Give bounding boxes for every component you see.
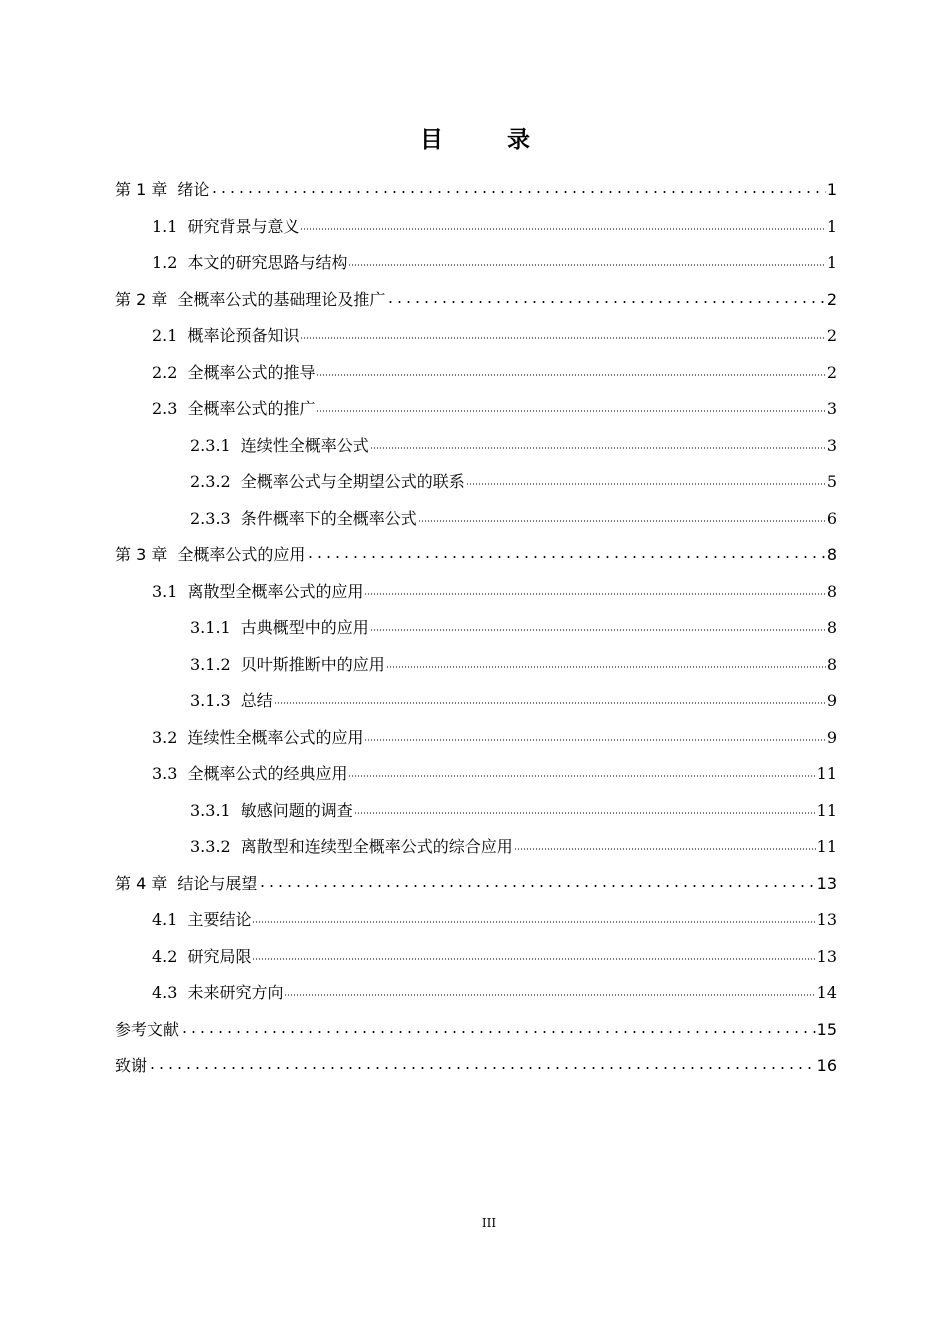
dot-leader [300,325,825,341]
toc-entry-page: 1 [826,253,837,272]
toc-entry-number: 1.1 [152,216,178,236]
toc-entry-number: 第 3 章 [115,545,168,564]
dot-leader [148,1055,816,1071]
dot-leader [514,836,816,852]
toc-entry-title: 绪论 [177,180,210,199]
toc-entry-number: 4.3 [152,983,178,1002]
toc-entry[interactable] [115,902,837,939]
toc-entry-page: 6 [826,508,837,528]
dot-leader [180,1019,816,1035]
dot-leader [370,617,826,633]
toc-entry-title: 致谢 [115,1056,148,1075]
toc-entry-page: 1 [826,180,837,199]
toc-entry[interactable] [115,428,837,465]
toc-entry[interactable] [115,282,837,319]
toc-entry-title: 未来研究方向 [187,983,284,1002]
toc-entry[interactable] [115,464,837,501]
toc-entry-number: 3.3 [152,764,178,783]
toc-entry[interactable] [115,391,837,428]
toc-entry-title: 全概率公式的经典应用 [187,764,348,783]
toc-entry-number: 2.3.1 [190,435,231,455]
dot-leader [316,362,825,378]
toc-entry[interactable] [115,647,837,684]
toc-entry-title: 结论与展望 [177,873,258,893]
toc-entry-number: 2.3.2 [190,472,231,491]
toc-entry-page: 14 [816,983,837,1002]
toc-entry-title: 贝叶斯推断中的应用 [240,654,385,674]
toc-entry-title: 本文的研究思路与结构 [187,253,348,272]
toc-entry[interactable] [115,829,837,866]
dot-leader [258,873,815,889]
toc-entry-title: 古典概型中的应用 [240,618,369,637]
toc-entry-number: 第 1 章 [115,180,168,199]
toc-entry-number: 第 4 章 [115,873,168,893]
toc-entry-number: 1.2 [152,253,178,272]
toc-entry-page: 8 [826,654,837,674]
toc-entry-page: 2 [826,289,837,309]
dot-leader [316,398,825,414]
toc-entry-title: 全概率公式的应用 [177,545,306,564]
toc-entry[interactable] [115,209,837,246]
toc-entry-title: 条件概率下的全概率公式 [240,508,417,528]
toc-entry[interactable] [115,574,837,611]
toc-entry-page: 13 [816,946,837,966]
table-of-contents [115,172,837,1085]
toc-entry[interactable] [115,1048,837,1085]
toc-entry[interactable] [115,501,837,538]
toc-entry-page: 13 [816,910,837,929]
toc-entry-title: 离散型和连续型全概率公式的综合应用 [240,837,513,856]
dot-leader [370,435,826,451]
dot-leader [252,946,815,962]
dot-leader [386,289,825,305]
toc-entry-number: 2.3.3 [190,508,231,528]
toc-entry-page: 11 [816,800,837,820]
toc-entry-number: 3.1.1 [190,618,231,637]
toc-entry-number: 3.1.2 [190,654,231,674]
dot-leader [364,727,825,743]
toc-entry-page: 9 [826,727,837,747]
toc-entry-title: 全概率公式的基础理论及推广 [177,289,386,309]
toc-entry-number: 2.2 [152,362,178,382]
dot-leader [386,654,826,670]
toc-entry-title: 连续性全概率公式 [240,435,369,455]
toc-entry-number: 3.2 [152,727,178,747]
dot-leader [274,690,826,706]
toc-entry-number: 3.3.2 [190,837,231,856]
toc-entry-number: 4.1 [152,910,178,929]
toc-entry-title: 研究局限 [187,946,252,966]
toc-entry[interactable] [115,975,837,1012]
dot-leader [210,179,825,195]
toc-entry-page: 11 [816,837,837,856]
toc-entry-title: 全概率公式的推导 [187,362,316,382]
toc-entry[interactable] [115,756,837,793]
toc-entry-number: 3.1 [152,581,178,601]
toc-entry[interactable] [115,355,837,392]
toc-entry-title: 研究背景与意义 [187,216,300,236]
toc-entry-page: 16 [816,1056,837,1075]
toc-entry[interactable] [115,245,837,282]
toc-entry[interactable] [115,172,837,209]
toc-entry-page: 1 [826,216,837,236]
toc-entry[interactable] [115,720,837,757]
toc-entry[interactable] [115,939,837,976]
toc-entry-page: 13 [816,873,837,893]
toc-entry-title: 全概率公式与全期望公式的联系 [240,472,465,491]
page-number: III [481,1216,497,1230]
toc-title: 目 录 [419,127,558,153]
dot-leader [306,544,825,560]
toc-entry-title: 概率论预备知识 [187,326,300,345]
dot-leader [364,581,825,597]
dot-leader [348,252,825,268]
toc-entry-page: 3 [826,435,837,455]
toc-entry-page: 2 [826,362,837,382]
toc-entry-page: 8 [826,618,837,637]
dot-leader [252,909,815,925]
toc-entry-title: 离散型全概率公式的应用 [187,581,364,601]
toc-entry-title: 敏感问题的调查 [240,800,353,820]
toc-entry-page: 8 [826,545,837,564]
toc-entry-page: 11 [816,764,837,783]
toc-entry[interactable] [115,610,837,647]
toc-entry-number: 第 2 章 [115,289,168,309]
dot-leader [300,216,825,232]
toc-entry-page: 8 [826,581,837,601]
toc-entry-title: 参考文献 [115,1019,180,1039]
dot-leader [354,800,816,816]
dot-leader [348,763,815,779]
toc-entry-number: 2.3 [152,399,178,418]
toc-entry-number: 2.1 [152,326,178,345]
toc-entry-title: 主要结论 [187,910,252,929]
toc-entry-page: 5 [826,472,837,491]
toc-entry[interactable] [115,537,837,574]
toc-entry-number: 3.1.3 [190,691,231,710]
toc-entry-number: 3.3.1 [190,800,231,820]
toc-entry[interactable] [115,866,837,903]
toc-entry-title: 总结 [240,691,273,710]
toc-entry-page: 15 [816,1019,837,1039]
dot-leader [466,471,826,487]
toc-entry-page: 2 [826,326,837,345]
dot-leader [284,982,815,998]
dot-leader [418,508,826,524]
toc-entry-page: 3 [826,399,837,418]
toc-entry-number: 4.2 [152,946,178,966]
toc-entry[interactable] [115,318,837,355]
toc-entry[interactable] [115,1012,837,1049]
toc-entry[interactable] [115,793,837,830]
toc-entry-title: 全概率公式的推广 [187,399,316,418]
toc-entry[interactable] [115,683,837,720]
toc-entry-page: 9 [826,691,837,710]
toc-entry-title: 连续性全概率公式的应用 [187,727,364,747]
